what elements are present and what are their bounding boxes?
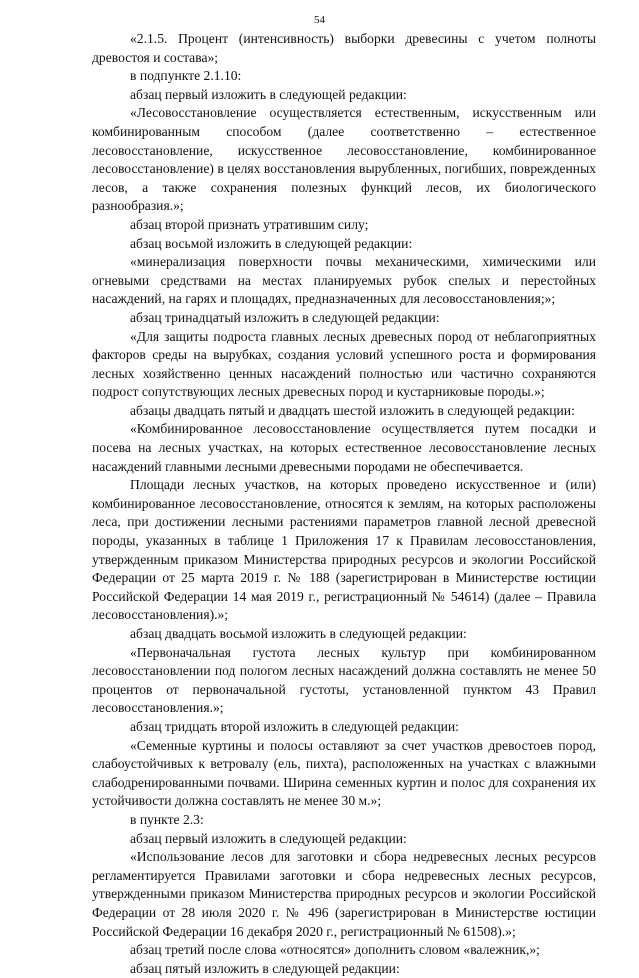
paragraph: «минерализация поверхности почвы механическими, химическими или огневыми средствами на местах планируемых рубок спелых и перестойных насаждений, на гарях и площадях, предназначенных для лесовосстановления;»; [92, 254, 596, 307]
paragraph: «Первоначальная густота лесных культур при комбинированном лесовосстановлении под пологом лесных насаждений должна составлять не менее 50 процентов от первоначальной густоты, установленной пунктом 43 Правил лесовосстановления.»; [92, 644, 596, 716]
paragraph: абзац тринадцатый изложить в следующей редакции: [130, 309, 440, 325]
paragraph: абзац второй признать утратившим силу; [130, 216, 369, 232]
paragraph: «Использование лесов для заготовки и сбора недревесных лесных ресурсов регламентируется Правилами заготовки и сбора недревесных лесных ресурсов, утвержденными приказом Министерства природных ресурсов и экологии Российской Федерации от 28 июля 2020 г. № 496 (зарегистрирован в Министерстве юстиции Российской Федерации 16 декабря 2020 г., регистрационный № 61508).»; [92, 849, 596, 939]
paragraph: «Для защиты подроста главных лесных древесных пород от неблагоприятных факторов среды на вырубках, создания условий успешного роста и формирования лесных хозяйственно ценных насаждений полностью или частично сохраняются подрост сопутствующих лесных древесных пород и кустарниковые породы.»; [92, 328, 596, 400]
paragraph: «Семенные куртины и полосы оставляют за счет участков древостоев пород, слабоустойчивых к ветровалу (ель, пихта), расположенных на участках с влажными слабодренированными почвами. Ширина семенных куртин и полос для сохранения их устойчивости должна составлять не менее 30 м.»; [92, 737, 596, 809]
page-number: 54 [314, 14, 325, 26]
paragraph: «Комбинированное лесовосстановление осуществляется путем посадки и посева на лесных участках, на которых естественное лесовосстановление лесных насаждений главными лесными древесными породами не обеспечивается. [92, 421, 596, 474]
paragraph: абзац тридцать второй изложить в следующей редакции: [130, 718, 459, 734]
paragraph: абзац первый изложить в следующей редакции: [130, 830, 407, 846]
paragraph: абзац двадцать восьмой изложить в следующей редакции: [130, 626, 467, 641]
paragraph: «2.1.5. Процент (интенсивность) выборки древесины с учетом полноты древостоя и состава»; [92, 31, 596, 65]
paragraph: «Лесовосстановление осуществляется естественным, искусственным или комбинированным способом (далее соответственно – естественное лесовосстановление, искусственное лесовосстановление, комбинированное лесовосстановление) в целях восстановления вырубленных, погибших, поврежденных лесов, а также сохранения полезных функций лесов, их биологического разнообразия.»; [92, 105, 596, 214]
paragraph: абзац первый изложить в следующей редакции: [130, 86, 407, 102]
paragraph: в пункте 2.3: [130, 811, 204, 827]
paragraph: абзац третий после слова «относятся» дополнить словом «валежник,»; [130, 942, 540, 958]
paragraph: Площади лесных участков, на которых проведено искусственное и (или) комбинированное лесовосстановление, относятся к землям, на которых расположены леса, при достижении лесными растениями параметров главной лесной древесной породы, указанных в таблице 1 Приложения 17 к Правилам лесовосстановления, утвержденным приказом Министерства природных ресурсов и экологии Российской Федерации от 25 марта 2019 г. № 188 (зарегистрирован в Министерстве юстиции Российской Федерации 14 мая 2019 г., регистрационный № 54614) (далее – Правила лесовосстановления).»; [92, 477, 596, 623]
paragraph: абзац восьмой изложить в следующей редакции: [130, 235, 413, 251]
paragraph: в подпункте 2.1.10: [130, 68, 242, 84]
paragraph: абзац пятый изложить в следующей редакции: [130, 960, 400, 976]
document-body [92, 30, 596, 978]
paragraph: абзацы двадцать пятый и двадцать шестой изложить в следующей редакции: [130, 402, 575, 418]
